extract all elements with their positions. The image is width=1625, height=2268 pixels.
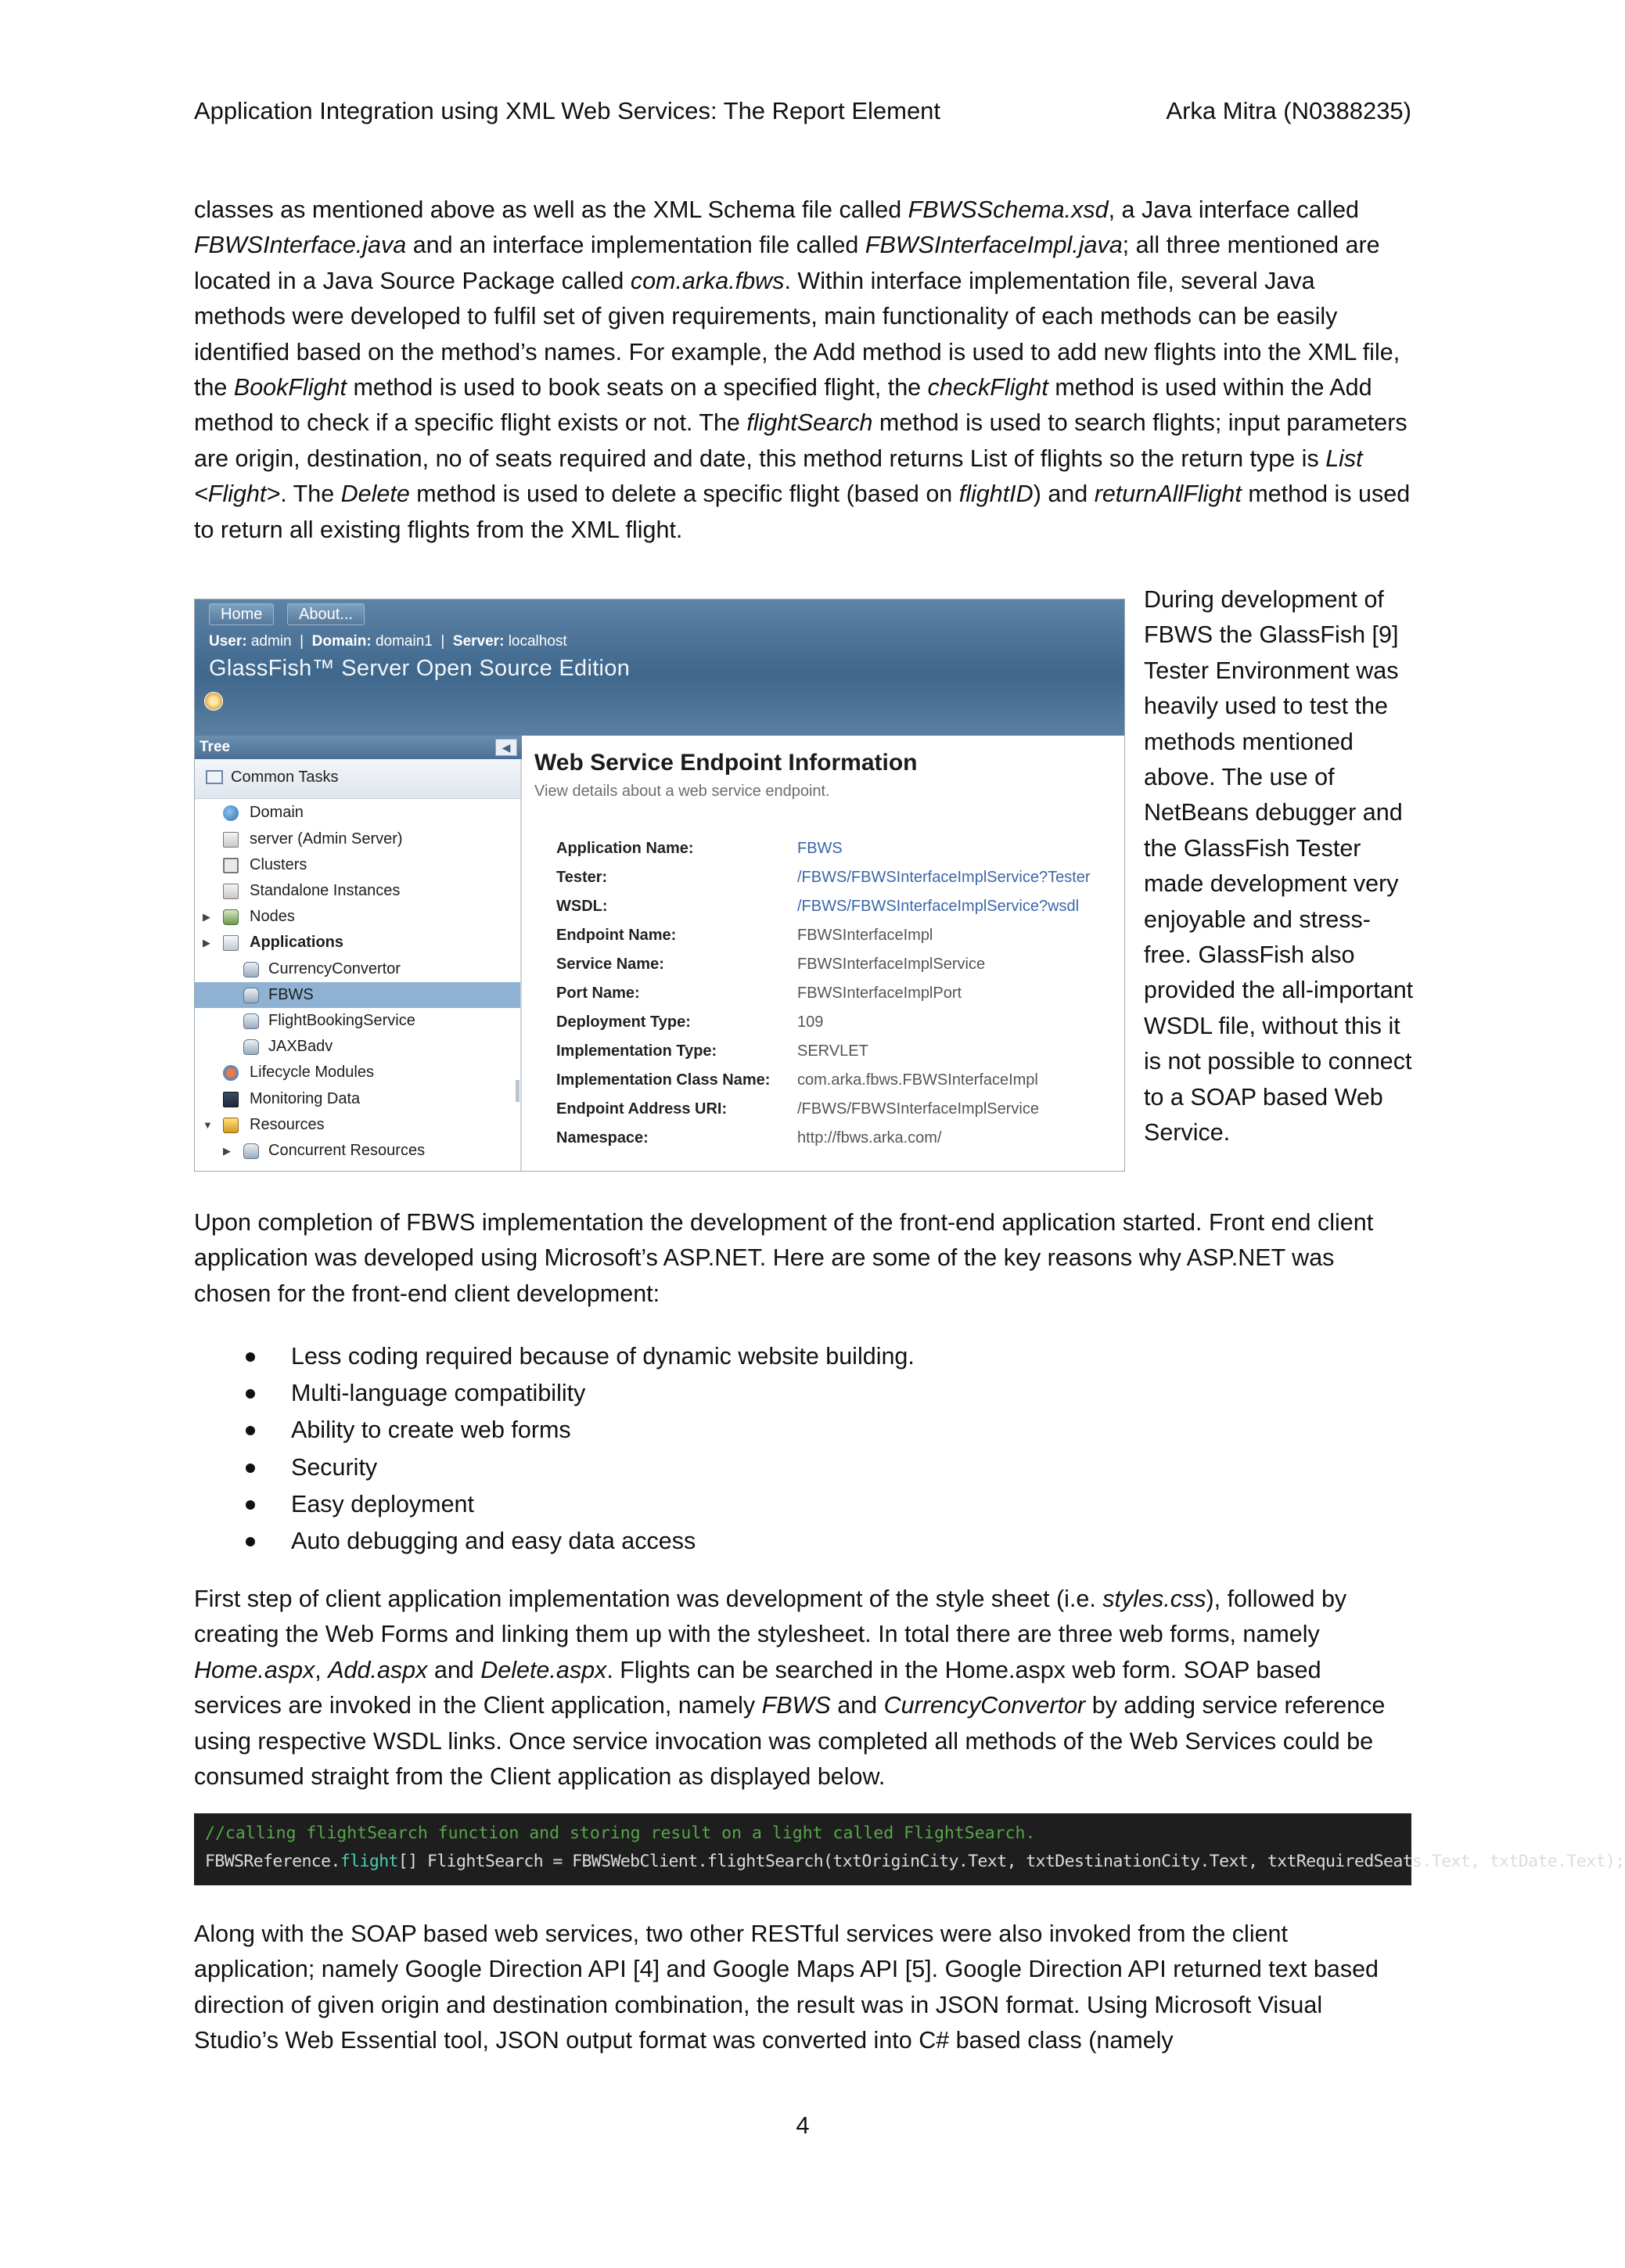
field-deployment-type: Deployment Type: 109 [556, 1013, 824, 1031]
cluster-icon [223, 858, 239, 873]
wsdl-link: /FBWS/FBWSInterfaceImplService?wsdl [797, 898, 1080, 915]
tree-item-nodes[interactable]: ▶ Nodes [195, 904, 520, 930]
bullet-icon [246, 1463, 255, 1473]
list-item: Multi-language compatibility [194, 1375, 1411, 1412]
panel-title: Web Service Endpoint Information [534, 750, 918, 776]
tasks-icon [206, 770, 223, 784]
product-name: GlassFish™ Server Open Source Edition [209, 656, 631, 681]
bullet-icon [246, 1537, 255, 1546]
field-wsdl[interactable]: WSDL: /FBWS/FBWSInterfaceImplService?wsdl [556, 892, 1127, 921]
collapse-tree-button[interactable]: ◀ [495, 739, 517, 756]
field-port-name: Port Name: FBWSInterfaceImplPort [556, 985, 962, 1002]
paragraph-client-implementation: First step of client application implementation was development of the style sheet (i.e. styles.css), followed by creating the Web Forms and linking them up with the stylesheet. In total there are three web forms, namely Home.aspx, Add.aspx and Delete.aspx. Flights can be searched in the Home.aspx web form. SOAP based services are invoked in the Client application, namely FBWS and CurrencyConvertor by adding service reference using respective WSDL links. Once service invocation was completed all methods of the Web Services could be consumed straight from the Client application as displayed below. [194, 1586, 1386, 1791]
tree-scrollbar[interactable] [516, 1080, 519, 1102]
tree-header: Tree ◀ [195, 736, 522, 759]
paragraph-aspnet: Upon completion of FBWS implementation the development of the front-end application started. Front end client application was developed using Microsoft’s ASP.NET. Here are some of the key reasons why ASP.NET was chosen for the front-end client development: [194, 1209, 1374, 1307]
list-item: Ability to create web forms [194, 1412, 1411, 1449]
field-implementation-type: Implementation Type: SERVLET [556, 1042, 868, 1060]
tree-item-concurrent-resources[interactable]: ▶ Concurrent Resources [195, 1138, 520, 1164]
globe-icon [223, 805, 239, 821]
bullet-icon [246, 1389, 255, 1399]
field-namespace: Namespace: http://fbws.arka.com/ [556, 1129, 942, 1147]
paragraph-restful-services: Along with the SOAP based web services, two other RESTful services were also invoked from the client application; namely Google Direction API [4] and Google Maps API [5]. Google Direction API returned text based direction of given origin and destination combination, the result was in JSON format. Using Microsoft Visual Studio’s Web Essential tool, JSON output format was converted into C# based class (namely [194, 1921, 1379, 2054]
common-tasks-row[interactable]: Common Tasks [195, 759, 520, 799]
about-button[interactable]: About... [287, 603, 365, 625]
applications-icon [223, 935, 239, 951]
bullet-icon [246, 1426, 255, 1435]
instance-icon [223, 884, 239, 899]
collapse-arrow-icon[interactable]: ▼ [203, 1119, 213, 1131]
expand-arrow-icon[interactable]: ▶ [203, 937, 210, 949]
application-icon [243, 962, 259, 977]
field-endpoint-address: Endpoint Address URI: /FBWS/FBWSInterfaceImplService [556, 1100, 1039, 1118]
bullet-icon [246, 1500, 255, 1510]
list-item: Less coding required because of dynamic website building. [194, 1338, 1411, 1375]
glassfish-screenshot [194, 599, 1125, 1172]
tree-item-monitoring-data[interactable]: Monitoring Data [195, 1086, 520, 1112]
lifecycle-icon [223, 1065, 239, 1081]
paragraph-java-methods: classes as mentioned above as well as the XML Schema file called FBWSSchema.xsd, a Java interface called FBWSInterface.java and an interface implementation file called FBWSInterfaceImpl.java; all three mentioned are located in a Java Source Package called com.arka.fbws. Within interface implementation file, several Java methods were developed to fulfil set of given requirements, main functionality of each methods can be easily identified based on the method’s names. For example, the Add method is used to add new flights into the XML file, the BookFlight method is used to book seats on a specified flight, the checkFlight method is used within the Add method to check if a specific flight exists or not. The flightSearch method is used to search flights; input parameters are origin, destination, no of seats required and date, this method returns List of flights so the return type is List <Flight>. The Delete method is used to delete a specific flight (based on flightID) and returnAllFlight method is used to return all existing flights from the XML flight. [194, 196, 1411, 543]
field-implementation-class: Implementation Class Name: com.arka.fbws.FBWSInterfaceImpl [556, 1071, 1038, 1089]
tree-item-applications[interactable]: ▶ Applications [195, 930, 520, 956]
list-item: Auto debugging and easy data access [194, 1523, 1411, 1560]
navigation-tree [195, 759, 522, 1171]
field-endpoint-name: Endpoint Name: FBWSInterfaceImpl [556, 927, 933, 944]
list-item: Security [194, 1449, 1411, 1486]
application-icon [243, 1013, 259, 1029]
session-info: User: admin | Domain: domain1 | Server: localhost [209, 633, 567, 650]
resource-icon [243, 1143, 259, 1159]
field-tester[interactable]: Tester: /FBWS/FBWSInterfaceImplService?Tester [556, 863, 1127, 892]
server-icon [223, 832, 239, 848]
panel-subtitle: View details about a web service endpoint. [534, 783, 830, 800]
field-service-name: Service Name: FBWSInterfaceImplService [556, 956, 986, 973]
resources-icon [223, 1118, 239, 1133]
application-icon [243, 988, 259, 1003]
status-icon[interactable] [204, 692, 223, 711]
code-comment: //calling flightSearch function and storing result on a light called FlightSearch. [205, 1823, 1036, 1843]
tester-link: /FBWS/FBWSInterfaceImplService?Tester [797, 869, 1091, 886]
home-button[interactable]: Home [209, 603, 274, 625]
tree-item-domain[interactable]: Domain [195, 800, 520, 826]
bullet-icon [246, 1352, 255, 1362]
code-snippet [194, 1813, 1625, 1885]
tree-item-jaxbadv[interactable]: JAXBadv [195, 1034, 520, 1060]
tree-item-resources[interactable]: ▼ Resources [195, 1112, 520, 1138]
header-title: Application Integration using XML Web Services: The Report Element [194, 97, 941, 124]
header-author: Arka Mitra (N0388235) [1166, 97, 1411, 124]
field-application-name: Application Name: FBWS [556, 840, 843, 857]
monitor-icon [223, 1092, 239, 1107]
tree-item-lifecycle-modules[interactable]: Lifecycle Modules [195, 1060, 520, 1085]
code-line: FBWSReference.flight[] FlightSearch = FBWSWebClient.flightSearch(txtOriginCity.Text, txtDestinationCity.Text, txtRequiredSeats.Text, txtDate.Text); [205, 1852, 1625, 1871]
tree-item-server[interactable]: server (Admin Server) [195, 826, 520, 852]
tree-item-flightbookingservice[interactable]: FlightBookingService [195, 1008, 520, 1034]
expand-arrow-icon[interactable]: ▶ [223, 1145, 231, 1157]
application-icon [243, 1039, 259, 1055]
nodes-icon [223, 909, 239, 925]
tree-item-standalone-instances[interactable]: Standalone Instances [195, 878, 520, 904]
list-item: Easy deployment [194, 1486, 1411, 1523]
glassfish-masthead [195, 599, 1124, 736]
tree-item-fbws[interactable]: FBWS [195, 982, 520, 1008]
tree-item-currencyconvertor[interactable]: CurrencyConvertor [195, 956, 520, 982]
endpoint-info-panel [523, 736, 1124, 1171]
paragraph-glassfish-side: During development of FBWS the GlassFish [9] Tester Environment was heavily used to test the methods mentioned above. The use of NetBeans debugger and the GlassFish Tester made development very enjoyable and stress-free. GlassFish also provided the all-important WSDL file, without this it is not possible to connect to a SOAP based Web Service. [1144, 586, 1414, 1147]
reasons-list [194, 1338, 1411, 1560]
tree-item-clusters[interactable]: Clusters [195, 852, 520, 878]
expand-arrow-icon[interactable]: ▶ [203, 911, 210, 923]
page-number: 4 [796, 2111, 810, 2139]
